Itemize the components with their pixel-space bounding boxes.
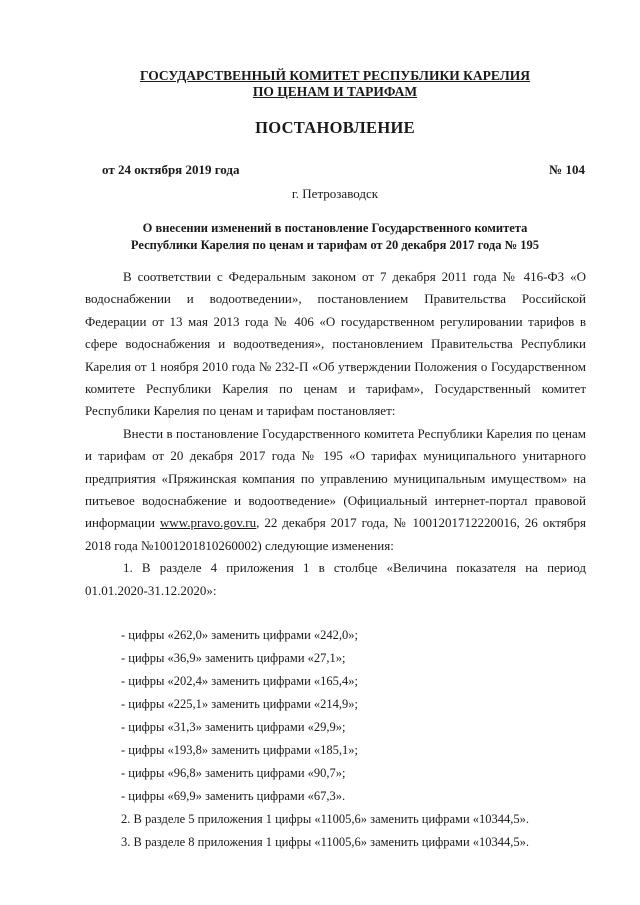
pravo-gov-link[interactable]: www.pravo.gov.ru [159,515,257,531]
list-item: - цифры «225,1» заменить цифрами «214,9»; [121,697,358,711]
organization-title-line1: ГОСУДАРСТВЕННЫЙ КОМИТЕТ РЕСПУБЛИКИ КАРЕЛИЯ [139,68,531,83]
document-subject-line2: Республики Карелия по ценам и тарифам от 20 декабря 2017 года № 195 [130,238,540,252]
main-paragraph [85,423,586,557]
preamble-paragraph: В соответствии с Федеральным законом от 7 декабря 2011 года № 416-ФЗ «О водоснабжении и водоотведении», постановлением Правительства Российской Федерации от 13 мая 2013 года № 406 «О государственном регулировании тарифов в сфере водоснабжения и водоотведения», постановлением Правительства Республики Карелия от 1 ноября 2010 года № 232-П «Об утверждении Положения о Государственном комитете Республики Карелия по ценам и тарифам», Государственный комитет Республики Карелия по ценам и тарифам постановляет: [85,269,586,419]
list-item: - цифры «202,4» заменить цифрами «165,4»; [121,674,358,688]
main-paragraph-part2: , 22 декабря 2017 года, № 1001201712220016, 26 октября 2018 года №1001201810260002) следующие изменения: [85,515,586,553]
document-city: г. Петрозаводск [291,186,379,201]
item-3-paragraph: 3. В разделе 8 приложения 1 цифры «11005,6» заменить цифрами «10344,5». [121,835,530,849]
document-subject-line1: О внесении изменений в постановление Государственного комитета [142,221,528,235]
document-body [85,266,586,602]
list-item: - цифры «193,8» заменить цифрами «185,1»; [121,743,358,757]
main-paragraph-part1: Внести в постановление Государственного комитета Республики Карелия по ценам и тарифам от 20 декабря 2017 года № 195 «О тарифах муниципального унитарного предприятия «Пряжинская компания по управлению муниципальным имуществом» на питьевое водоснабжение и водоотведение» (Официальный интернет-портал правовой информации [85,425,586,531]
item-2-paragraph: 2. В разделе 5 приложения 1 цифры «11005,6» заменить цифрами «10344,5». [121,812,530,826]
document-subject [80,220,590,254]
document-type-heading: ПОСТАНОВЛЕНИЕ [255,118,415,137]
list-item: - цифры «262,0» заменить цифрами «242,0»; [121,628,358,642]
replacement-list [121,624,591,854]
list-item: - цифры «36,9» заменить цифрами «27,1»; [121,651,346,665]
list-item: - цифры «69,9» заменить цифрами «67,3». [121,789,346,803]
list-item: - цифры «31,3» заменить цифрами «29,9»; [121,720,346,734]
organization-title-line2: ПО ЦЕНАМ И ТАРИФАМ [252,84,418,99]
organization-title [60,68,610,100]
item-1-paragraph: 1. В разделе 4 приложения 1 в столбце «Величина показателя на период 01.01.2020-31.12.2020»: [85,560,586,598]
document-date: от 24 октября 2019 года [102,162,240,177]
document-number: № 104 [549,162,585,177]
list-item: - цифры «96,8» заменить цифрами «90,7»; [121,766,346,780]
